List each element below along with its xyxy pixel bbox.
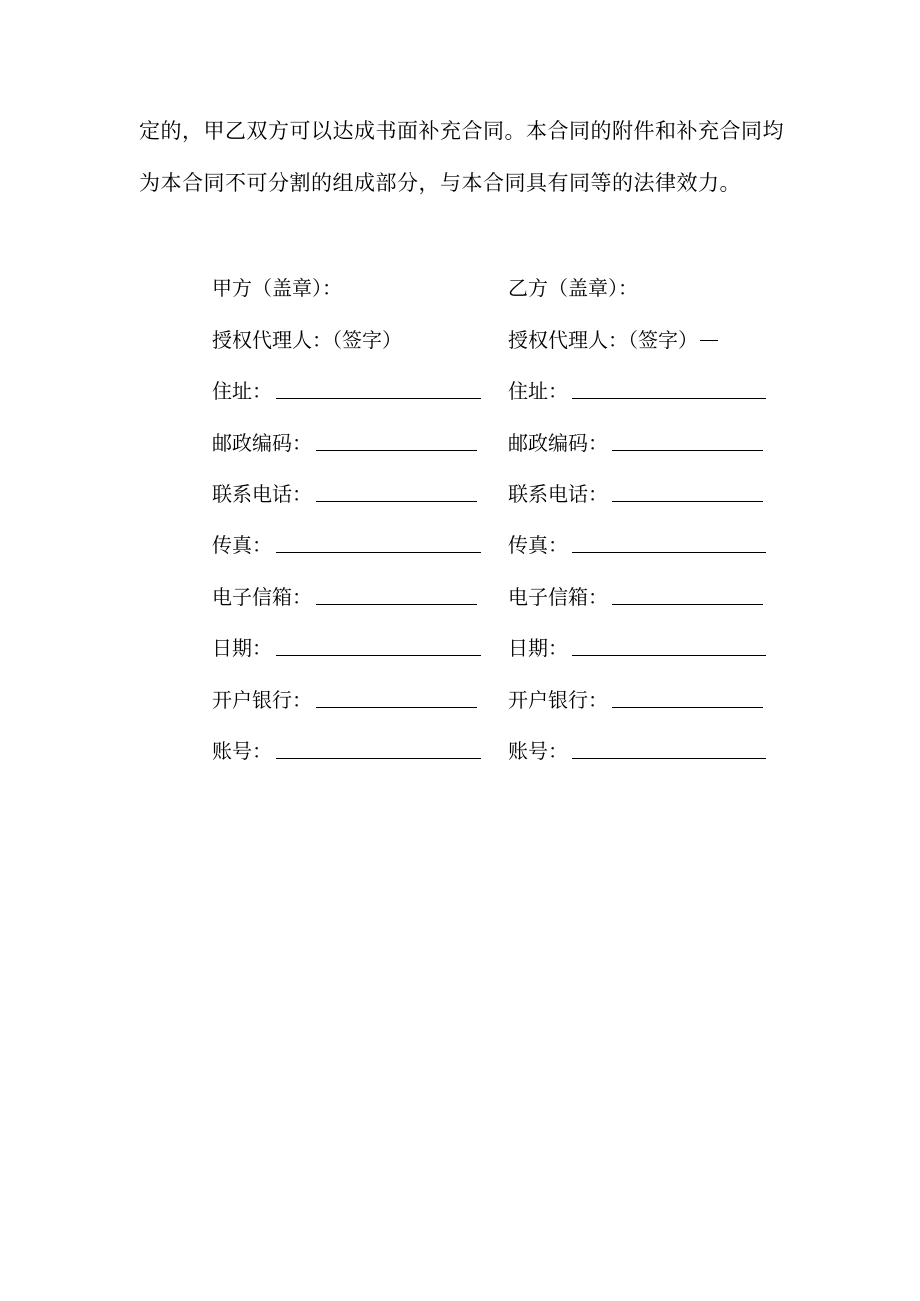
party-b-header-row: [508, 252, 808, 303]
party-b-phone-label: 联系电话：: [508, 481, 608, 506]
party-a-postcode-field[interactable]: [316, 450, 477, 451]
party-b-seal-label: 乙方（盖章）：: [508, 276, 638, 301]
party-b-block: [508, 252, 808, 766]
party-b-postcode-row: [508, 406, 808, 457]
party-a-agent-label: 授权代理人：（签字）: [212, 327, 402, 352]
party-a-agent-row: [212, 303, 512, 354]
party-b-fax-label: 传真：: [508, 533, 568, 558]
party-a-seal-label: 甲方（盖章）：: [212, 276, 342, 301]
party-a-phone-field[interactable]: [316, 501, 477, 502]
party-b-postcode-label: 邮政编码：: [508, 430, 608, 455]
party-b-fax-row: [508, 509, 808, 560]
party-a-email-row: [212, 560, 512, 611]
party-a-header-row: [212, 252, 512, 303]
party-b-address-row: [508, 355, 808, 406]
party-a-postcode-row: [212, 406, 512, 457]
party-a-postcode-label: 邮政编码：: [212, 430, 312, 455]
body-text-line-1: 定的，甲乙双方可以达成书面补充合同。本合同的附件和补充合同均: [139, 119, 784, 143]
party-a-bank-field[interactable]: [316, 707, 477, 708]
party-b-bank-label: 开户银行：: [508, 687, 608, 712]
party-a-block: [212, 252, 512, 766]
party-b-agent-signature-dash: [700, 340, 718, 341]
party-b-date-label: 日期：: [508, 636, 568, 661]
party-a-date-label: 日期：: [212, 636, 272, 661]
party-b-address-field[interactable]: [572, 398, 766, 399]
party-a-bank-row: [212, 663, 512, 714]
party-a-fax-row: [212, 509, 512, 560]
party-a-fax-label: 传真：: [212, 533, 272, 558]
party-b-email-row: [508, 560, 808, 611]
party-b-agent-label: 授权代理人：（签字）: [508, 327, 698, 352]
party-b-phone-row: [508, 458, 808, 509]
party-a-account-field[interactable]: [276, 758, 481, 759]
party-b-account-label: 账号：: [508, 738, 568, 763]
party-a-bank-label: 开户银行：: [212, 687, 312, 712]
party-b-email-label: 电子信箱：: [508, 584, 608, 609]
party-b-agent-row: [508, 303, 808, 354]
party-b-email-field[interactable]: [612, 604, 763, 605]
party-a-date-row: [212, 612, 512, 663]
party-b-bank-field[interactable]: [612, 707, 763, 708]
party-a-address-field[interactable]: [276, 398, 481, 399]
party-a-phone-row: [212, 458, 512, 509]
party-b-date-row: [508, 612, 808, 663]
party-b-date-field[interactable]: [572, 655, 766, 656]
party-b-postcode-field[interactable]: [612, 450, 763, 451]
party-b-account-row: [508, 715, 808, 766]
party-b-phone-field[interactable]: [612, 501, 763, 502]
body-text-line-2: 为本合同不可分割的组成部分，与本合同具有同等的法律效力。: [139, 171, 741, 195]
party-a-phone-label: 联系电话：: [212, 481, 312, 506]
party-a-email-field[interactable]: [316, 604, 477, 605]
party-a-date-field[interactable]: [276, 655, 481, 656]
party-b-address-label: 住址：: [508, 379, 568, 404]
party-a-account-label: 账号：: [212, 738, 272, 763]
party-a-email-label: 电子信箱：: [212, 584, 312, 609]
party-b-bank-row: [508, 663, 808, 714]
party-b-account-field[interactable]: [572, 758, 766, 759]
party-a-fax-field[interactable]: [276, 552, 481, 553]
party-a-account-row: [212, 715, 512, 766]
party-a-address-row: [212, 355, 512, 406]
party-b-fax-field[interactable]: [572, 552, 766, 553]
party-a-address-label: 住址：: [212, 379, 272, 404]
